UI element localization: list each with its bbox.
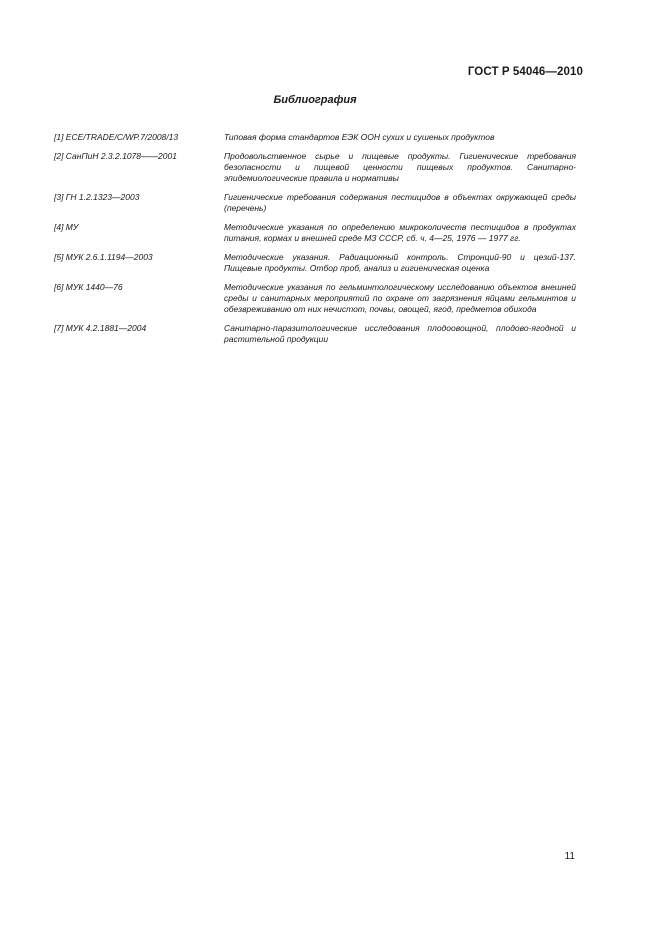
bibliography-description: Методические указания по гельминтологическому исследованию объектов внешней среды и санитарных мероприятий по охране от загрязнения яйцами гельминтов и обезвреживанию от них нечистот, почвы, овощей, ягод, предметов обихода (224, 282, 576, 314)
bibliography-ref: [5] МУК 2.6.1.1194—2003 (54, 252, 153, 262)
bibliography-entry (54, 132, 576, 143)
bibliography-list (54, 132, 576, 353)
bibliography-entry (54, 192, 576, 214)
bibliography-description: Типовая форма стандартов ЕЭК ООН сухих и сушеных продуктов (224, 132, 495, 142)
bibliography-description: Методические указания. Радиационный контроль. Стронций-90 и цезий-137. Пищевые продукты. Отбор проб, анализ и гигиеническая оценка (224, 252, 576, 273)
bibliography-ref: [1] ECE/TRADE/C/WP.7/2008/13 (54, 132, 179, 142)
page-number: 11 (564, 851, 575, 862)
bibliography-ref: [6] МУК 1440—76 (54, 282, 123, 292)
bibliography-description: Санитарно-паразитологические исследования плодоовощной, плодово-ягодной и растительной продукции (224, 323, 576, 344)
bibliography-entry (54, 151, 576, 184)
bibliography-description: Гигиенические требования содержания пестицидов в объектах окружающей среды (перечень) (224, 192, 576, 213)
bibliography-entry (54, 282, 576, 315)
section-title: Библиография (273, 94, 357, 106)
bibliography-description: Продовольственное сырье и пищевые продукты. Гигиенические требования безопасности и пищевой ценности пищевых продуктов. Санитарно-эпидемиологические правила и нормативы (224, 151, 576, 183)
bibliography-ref: [4] МУ (54, 222, 79, 232)
bibliography-description: Методические указания по определению микроколичеств пестицидов в продуктах питания, кормах и внешней среде МЗ СССР, сб. ч. 4—25, 1976 — 1977 гг. (224, 222, 576, 243)
bibliography-entry (54, 323, 576, 345)
bibliography-ref: [7] МУК 4.2.1881—2004 (54, 323, 147, 333)
bibliography-ref: [2] СанПиН 2.3.2.1078——2001 (54, 151, 177, 161)
bibliography-entry (54, 222, 576, 244)
bibliography-entry (54, 252, 576, 274)
standard-code: ГОСТ Р 54046—2010 (467, 66, 583, 78)
bibliography-ref: [3] ГН 1.2.1323—2003 (54, 192, 140, 202)
